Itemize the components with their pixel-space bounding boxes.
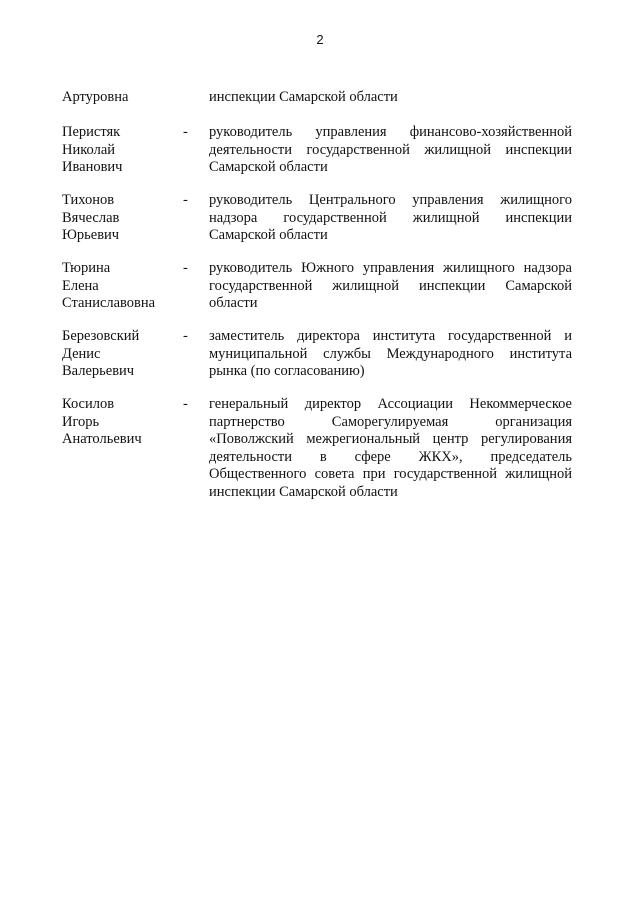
person-name: Тюрина Елена Станиславовна xyxy=(62,260,156,311)
person-position xyxy=(209,124,572,177)
position-line: руководитель Центрального управления жилищного xyxy=(209,192,572,208)
person-name: Артуровна xyxy=(62,89,129,105)
person-position xyxy=(209,89,572,107)
position-line: деятельности в сфере ЖКХ», председатель xyxy=(209,448,572,465)
person-position xyxy=(209,192,572,245)
position-line: надзора государственной жилищной инспекции xyxy=(209,209,572,226)
person-position xyxy=(209,396,572,501)
position-line: Общественного совета при государственной жилищной xyxy=(209,466,572,482)
separator-dash: - xyxy=(183,396,188,412)
position-line: деятельности государственной жилищной инспекции xyxy=(209,141,572,158)
position-line: государственной жилищной инспекции Самарской xyxy=(209,277,572,294)
separator-dash: - xyxy=(183,328,188,344)
person-name: Березовский Денис Валерьевич xyxy=(62,328,140,379)
position-line: Самарской области xyxy=(209,159,328,175)
position-line: области xyxy=(209,295,258,311)
position-line: Самарской области xyxy=(209,227,328,243)
person-name: Косилов Игорь Анатольевич xyxy=(62,396,142,447)
person-name: Перистяк Николай Иванович xyxy=(62,124,123,175)
position-line: партнерство Саморегулируемая организация xyxy=(209,413,572,430)
position-line: «Поволжский межрегиональный центр регулирования xyxy=(209,431,572,447)
separator-dash: - xyxy=(183,260,188,276)
page-number: 2 xyxy=(316,32,324,47)
position-line: инспекции Самарской области xyxy=(209,89,398,105)
person-position xyxy=(209,260,572,313)
separator-dash: - xyxy=(183,124,188,140)
person-position xyxy=(209,328,572,381)
position-line: руководитель Южного управления жилищного надзора xyxy=(209,260,572,276)
position-line: инспекции Самарской области xyxy=(209,483,398,500)
position-line: руководитель управления финансово-хозяйственной xyxy=(209,124,572,140)
position-line: муниципальной службы Международного института xyxy=(209,345,572,362)
person-name: Тихонов Вячеслав Юрьевич xyxy=(62,192,120,243)
position-line: генеральный директор Ассоциации Некоммерческое xyxy=(209,396,572,412)
position-line: рынка (по согласованию) xyxy=(209,363,365,379)
separator-dash: - xyxy=(183,192,188,208)
position-line: заместитель директора института государственной и xyxy=(209,328,572,344)
